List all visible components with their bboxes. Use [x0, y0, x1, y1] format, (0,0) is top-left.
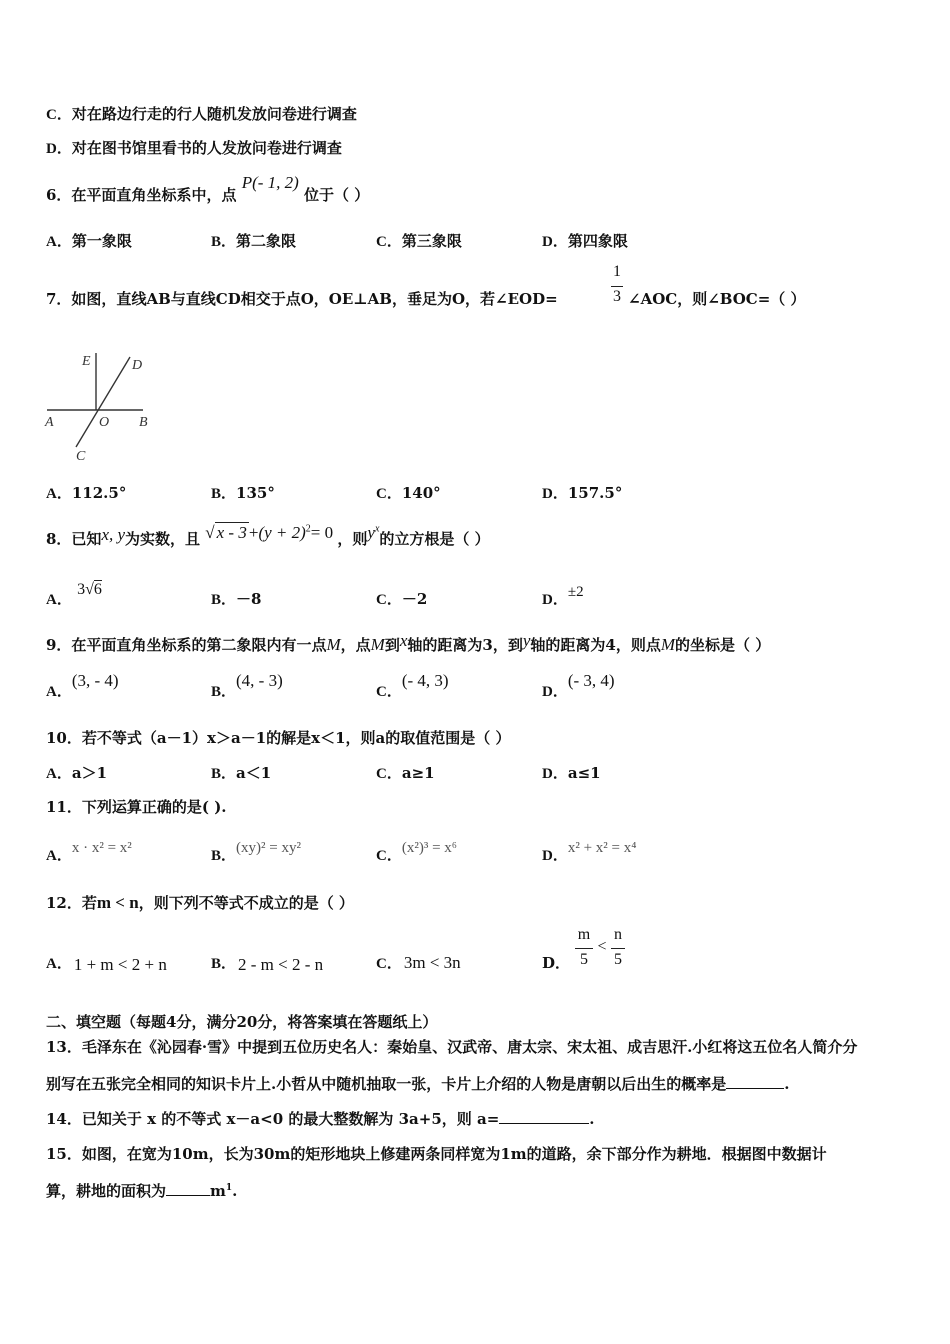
q7-frac-bar: [611, 286, 623, 287]
q6-point: P(- 1, 2): [241, 173, 299, 192]
q9-option-b: B．(4, - 3): [211, 671, 283, 700]
q8-equation: √ $x - 3 +(y + 2)^2= 0$: [205, 523, 334, 542]
q6-option-c: C．第三象限: [376, 232, 462, 250]
q8-sqrt: √ x - 3: [205, 523, 247, 542]
q12-d-num2: n: [614, 926, 622, 943]
q9-option-d: D．(- 3, 4): [542, 671, 615, 700]
q13-line2: 别写在五张完全相同的知识卡片上.小哲从中随机抽取一张，卡片上介绍的人物是唐朝以后出生的概率是 .: [46, 1075, 790, 1093]
q7-option-c: C．140°: [376, 484, 441, 502]
q9-option-a: A．(3, - 4): [46, 671, 119, 700]
q11-option-b: B．(xy)² = xy²: [211, 840, 301, 864]
q7-stem-a: 7．如图，直线AB与直线CD相交于点O，OE⊥AB，垂足为O，若∠EOD=: [46, 290, 558, 308]
q8-option-b: B．－8: [211, 590, 262, 608]
q10-option-b: B．a＜1: [211, 764, 272, 782]
q6-option-b: B．第二象限: [211, 232, 297, 250]
q11-stem: 11．下列运算正确的是( ).: [46, 798, 227, 816]
q6-option-a: A．第一象限: [46, 232, 132, 250]
q7-stem-b: ∠AOC，则∠BOC=（ ）: [628, 290, 806, 308]
q10-option-d: D．a≤1: [542, 764, 601, 782]
q12-d-den1: 5: [580, 951, 588, 968]
q8-option-d: D．±2: [542, 584, 584, 608]
q12-d-den2: 5: [614, 951, 622, 968]
q6-stem: 6．在平面直角坐标系中，点 P(- 1, 2) 位于（ ）: [46, 173, 370, 204]
label-c: C: [76, 449, 86, 464]
q10-stem: 10．若不等式（a－1）x＞a－1的解是x＜1，则a的取值范围是（ ）: [46, 729, 511, 747]
q6-option-d: D．第四象限: [542, 232, 628, 250]
q13-line1: 13．毛泽东在《沁园春·雪》中提到五位历史名人：秦始皇、汉武帝、唐太宗、宋太祖、成吉思汗.小红将这五位名人简介分: [46, 1038, 858, 1056]
section2-title: 二、填空题（每题4分，满分20分，将答案填在答题纸上）: [46, 1013, 438, 1031]
q15-line1: 15．如图，在宽为10m，长为30m的矩形地块上修建两条同样宽为1m的道路，余下部分作为耕地．根据图中数据计: [46, 1145, 827, 1163]
q12-option-b: B． 2 - m < 2 - n: [211, 955, 324, 974]
q12-option-d-label: D．: [542, 954, 571, 972]
label-a: A: [45, 415, 54, 430]
q12-option-c: C． 3m < 3n: [376, 953, 461, 972]
q11-option-d: D．x² + x² = x⁴: [542, 840, 637, 864]
q9-stem: 9．在平面直角坐标系的第二象限内有一点M，点M到x轴的距离为3，到y轴的距离为4，则点M的坐标是（ ）: [46, 631, 771, 654]
q12-d-lt: <: [597, 938, 607, 955]
q7-figure: [40, 345, 165, 470]
label-e: E: [82, 354, 91, 369]
q8-option-a: A． 3√6: [46, 581, 102, 608]
q8-stem: 8．已知x, y为实数，且 √ $x - 3 +(y + 2)^2= 0$ ，则$y^x$的立方根是（ ）: [46, 523, 490, 548]
q11-option-c: C．(x²)³ = x⁶: [376, 840, 458, 864]
q7-option-b: B．135°: [211, 484, 275, 502]
q8-option-c: C．－2: [376, 590, 428, 608]
line-cd: [76, 357, 130, 447]
q7-option-a: A．112.5°: [46, 484, 127, 502]
q12-d-bar2: [611, 948, 625, 949]
q12-d-num1: m: [577, 926, 591, 943]
q14-line: 14．已知关于 x 的不等式 x－a<0 的最大整数解为 3a+5，则 a= .: [46, 1110, 595, 1128]
q8-option-a-expr: 3√6: [77, 581, 102, 598]
label-b: B: [139, 415, 148, 430]
label-d: D: [132, 358, 143, 373]
q9-option-c: C．(- 4, 3): [376, 671, 449, 700]
q12-d-bar1: [575, 948, 593, 949]
q5-option-c: C．对在路边行走的行人随机发放问卷进行调查: [46, 105, 357, 123]
q13-blank[interactable]: [726, 1074, 784, 1089]
q7-option-d: D．157.5°: [542, 484, 623, 502]
label-o: O: [99, 415, 110, 430]
q15-blank[interactable]: [166, 1181, 210, 1196]
q8-yx: $y^x$: [367, 523, 380, 542]
q5-option-d: D．对在图书馆里看书的人发放问卷进行调查: [46, 139, 342, 157]
q10-option-c: C．a≥1: [376, 764, 435, 782]
q10-option-a: A．a＞1: [46, 764, 108, 782]
q12-stem: 12．若m < n，则下列不等式不成立的是（ ）: [46, 893, 354, 912]
q11-option-a: A．x · x² = x²: [46, 840, 132, 864]
q7-frac-num: 1: [613, 263, 621, 280]
q7-frac-den: 3: [613, 288, 621, 305]
q14-blank[interactable]: [499, 1109, 589, 1124]
q12-option-a: A． 1 + m < 2 + n: [46, 955, 167, 974]
q15-line2: 算，耕地的面积为 $m^1$.: [46, 1182, 238, 1200]
